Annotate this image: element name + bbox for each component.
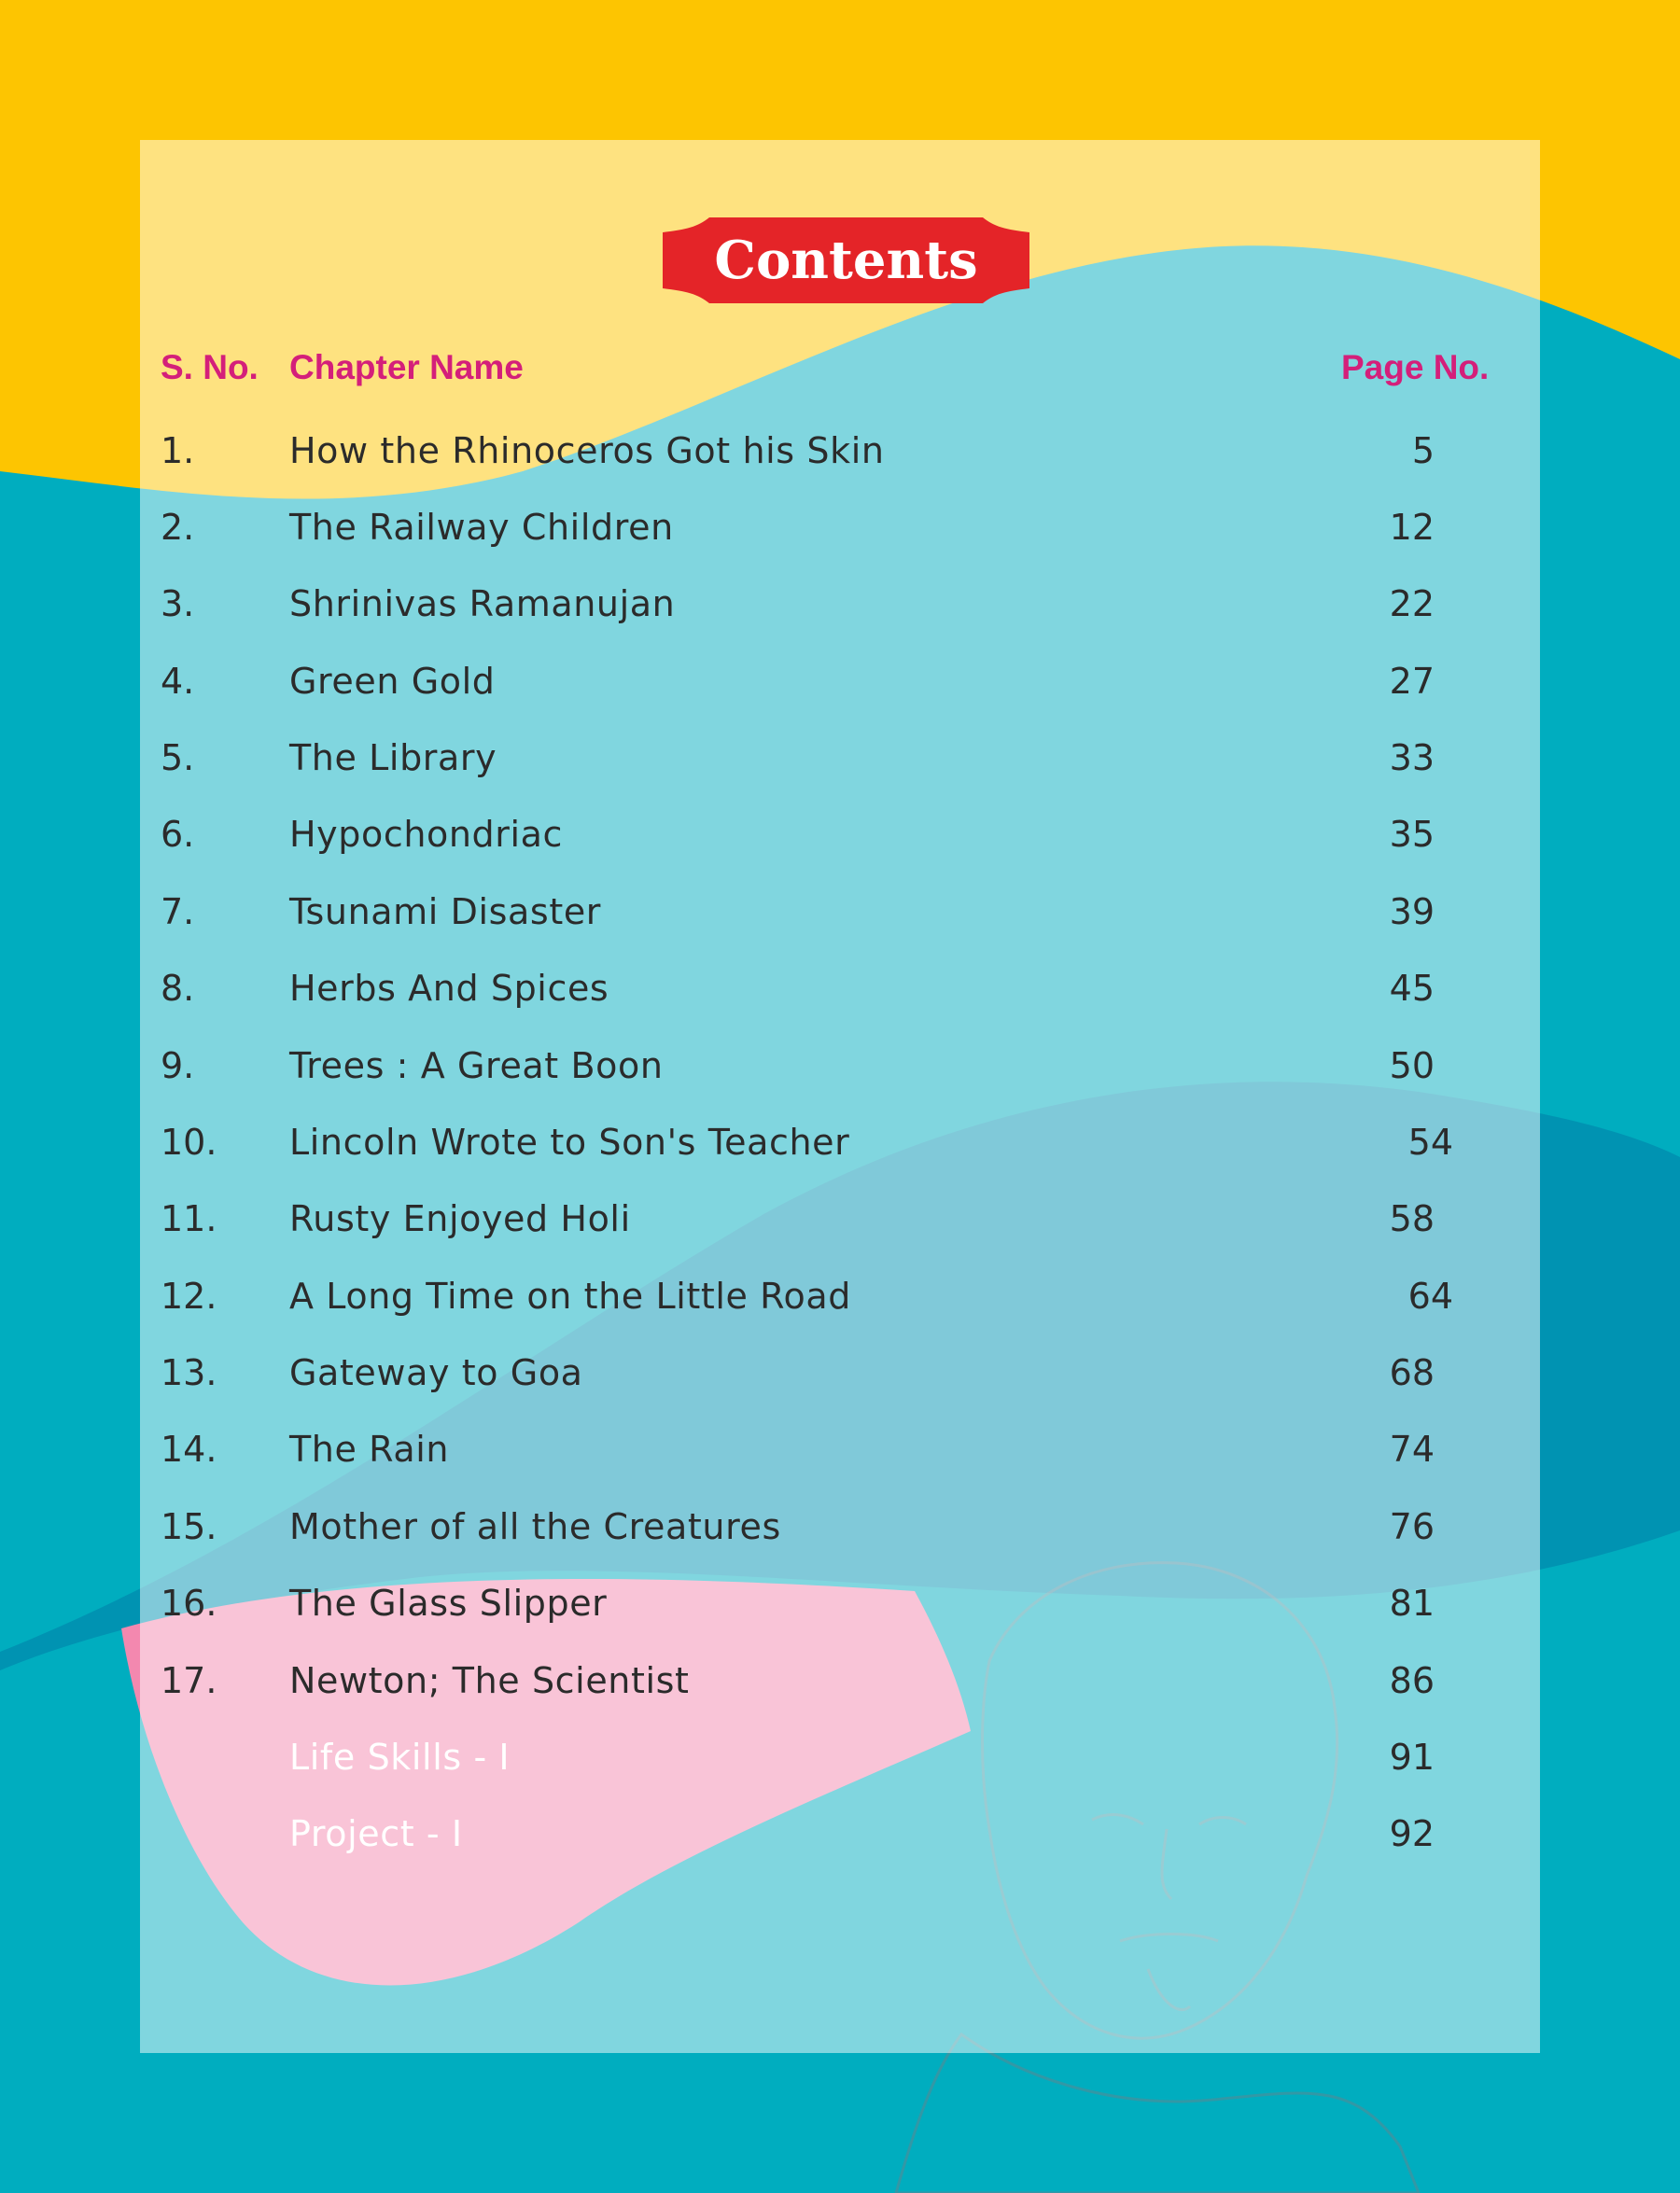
chapter-title: The Glass Slipper bbox=[289, 1583, 608, 1624]
chapter-page: 33 bbox=[1389, 737, 1435, 778]
chapter-row bbox=[0, 1583, 1680, 1639]
chapter-number: 10. bbox=[161, 1122, 217, 1163]
chapter-page: 5 bbox=[1411, 430, 1435, 471]
chapter-title: The Rain bbox=[289, 1429, 450, 1470]
chapter-row bbox=[0, 1660, 1680, 1716]
chapter-number: 8. bbox=[161, 968, 195, 1009]
chapter-page: 50 bbox=[1389, 1045, 1435, 1086]
chapter-title: Shrinivas Ramanujan bbox=[289, 583, 676, 624]
chapter-title: A Long Time on the Little Road bbox=[289, 1276, 851, 1317]
chapter-row bbox=[0, 891, 1680, 947]
chapter-row bbox=[0, 1122, 1680, 1178]
chapter-page: 64 bbox=[1407, 1276, 1453, 1317]
chapter-row bbox=[0, 1276, 1680, 1332]
extra-title: Life Skills - I bbox=[289, 1737, 511, 1778]
chapter-page: 12 bbox=[1389, 507, 1435, 548]
chapter-page: 76 bbox=[1389, 1506, 1435, 1547]
header-page-number: Page No. bbox=[1341, 348, 1490, 386]
chapter-number: 15. bbox=[161, 1506, 217, 1547]
chapter-title: Lincoln Wrote to Son's Teacher bbox=[289, 1122, 850, 1163]
chapter-row bbox=[0, 737, 1680, 793]
chapter-row bbox=[0, 583, 1680, 639]
chapter-row bbox=[0, 661, 1680, 717]
chapter-number: 4. bbox=[161, 661, 195, 702]
chapter-row bbox=[0, 968, 1680, 1024]
chapter-page: 35 bbox=[1389, 814, 1435, 855]
chapter-row bbox=[0, 1045, 1680, 1101]
chapter-number: 6. bbox=[161, 814, 195, 855]
chapter-title: How the Rhinoceros Got his Skin bbox=[289, 430, 885, 471]
header-chapter-name: Chapter Name bbox=[289, 348, 524, 386]
extra-page: 91 bbox=[1389, 1737, 1435, 1778]
chapter-number: 7. bbox=[161, 891, 195, 932]
chapter-row bbox=[0, 1352, 1680, 1408]
chapter-row bbox=[0, 1198, 1680, 1254]
chapter-page: 22 bbox=[1389, 583, 1435, 624]
extra-title: Project - I bbox=[289, 1813, 463, 1854]
chapter-page: 54 bbox=[1407, 1122, 1453, 1163]
chapter-title: Newton; The Scientist bbox=[289, 1660, 690, 1701]
chapter-number: 16. bbox=[161, 1583, 217, 1624]
chapter-page: 68 bbox=[1389, 1352, 1435, 1393]
page-title: Contents bbox=[714, 230, 978, 291]
chapter-page: 74 bbox=[1389, 1429, 1435, 1470]
chapter-number: 2. bbox=[161, 507, 195, 548]
chapter-title: Herbs And Spices bbox=[289, 968, 609, 1009]
chapter-row bbox=[0, 814, 1680, 870]
chapter-title: Hypochondriac bbox=[289, 814, 564, 855]
chapter-page: 39 bbox=[1389, 891, 1435, 932]
chapter-title: The Library bbox=[289, 737, 497, 778]
chapter-number: 9. bbox=[161, 1045, 195, 1086]
chapter-title: Rusty Enjoyed Holi bbox=[289, 1198, 631, 1239]
chapter-row bbox=[0, 430, 1680, 486]
chapter-title: The Railway Children bbox=[289, 507, 674, 548]
chapter-page: 86 bbox=[1389, 1660, 1435, 1701]
chapter-page: 27 bbox=[1389, 661, 1435, 702]
chapter-number: 5. bbox=[161, 737, 195, 778]
title-badge bbox=[663, 217, 1029, 303]
chapter-number: 1. bbox=[161, 430, 195, 471]
extra-page: 92 bbox=[1389, 1813, 1435, 1854]
chapter-row bbox=[0, 507, 1680, 563]
header-serial-number: S. No. bbox=[161, 348, 259, 386]
chapter-title: Trees : A Great Boon bbox=[289, 1045, 664, 1086]
chapter-number: 13. bbox=[161, 1352, 217, 1393]
extra-row bbox=[0, 1737, 1680, 1793]
chapter-row bbox=[0, 1429, 1680, 1485]
chapter-page: 81 bbox=[1389, 1583, 1435, 1624]
chapter-number: 12. bbox=[161, 1276, 217, 1317]
chapter-title: Gateway to Goa bbox=[289, 1352, 583, 1393]
chapter-title: Green Gold bbox=[289, 661, 496, 702]
chapter-page: 58 bbox=[1389, 1198, 1435, 1239]
chapter-title: Mother of all the Creatures bbox=[289, 1506, 781, 1547]
chapter-row bbox=[0, 1506, 1680, 1562]
chapter-number: 17. bbox=[161, 1660, 217, 1701]
chapter-number: 14. bbox=[161, 1429, 217, 1470]
chapter-title: Tsunami Disaster bbox=[289, 891, 602, 932]
chapter-number: 3. bbox=[161, 583, 195, 624]
chapter-number: 11. bbox=[161, 1198, 217, 1239]
chapter-page: 45 bbox=[1389, 968, 1435, 1009]
extra-row bbox=[0, 1813, 1680, 1869]
